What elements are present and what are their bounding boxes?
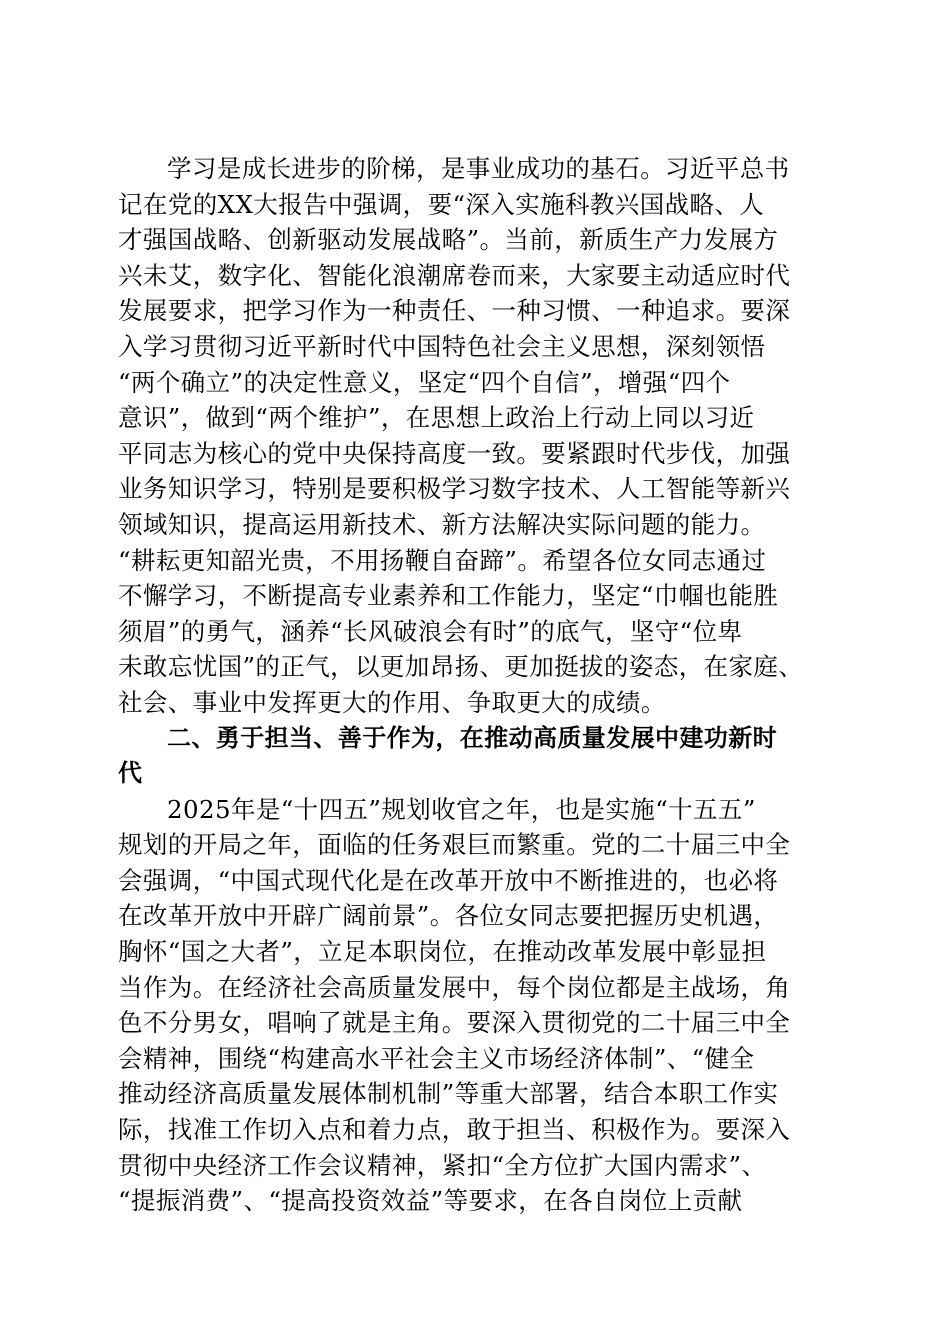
paragraph-line: 贯彻中央经济工作会议精神，紧扣“全方位扩大国内需求”、 xyxy=(118,1150,767,1180)
paragraph-line: 发展要求，把学习作为一种责任、一种习惯、一种追求。要深 xyxy=(118,296,791,326)
paragraph-line: 须眉”的勇气，涵养“长风破浪会有时”的底气，坚守“位卑 xyxy=(118,616,743,646)
paragraph-line: 社会、事业中发挥更大的作用、争取更大的成绩。 xyxy=(118,687,666,717)
paragraph-line: 兴未艾，数字化、智能化浪潮席卷而来，大家要主动适应时代 xyxy=(118,260,791,290)
paragraph-line: 胸怀“国之大者”，立足本职岗位，在推动改革发展中彰显担 xyxy=(118,937,767,967)
paragraph-line: 记在党的XX大报告中强调，要“深入实施科教兴国战略、人 xyxy=(118,189,765,219)
section-heading xyxy=(118,721,830,792)
paragraph-line: 业务知识学习，特别是要积极学习数字技术、人工智能等新兴 xyxy=(118,474,791,504)
paragraph-line: 在改革开放中开辟广阔前景”。各位女同志要把握历史机遇， xyxy=(118,901,779,931)
paragraph-line: 意识”，做到“两个维护”，在思想上政治上行动上同以习近 xyxy=(118,403,755,433)
paragraph-line: 入学习贯彻习近平新时代中国特色社会主义思想，深刻领悟 xyxy=(118,331,766,361)
document-body xyxy=(118,151,830,1219)
paragraph-line: 平同志为核心的党中央保持高度一致。要紧跟时代步伐，加强 xyxy=(118,438,791,468)
paragraph-line: 际，找准工作切入点和着力点，敢于担当、积极作为。要深入 xyxy=(118,1115,791,1145)
paragraph-line: 推动经济高质量发展体制机制”等重大部署，结合本职工作实 xyxy=(118,1079,779,1109)
paragraph-line: 不懈学习，不断提高专业素养和工作能力，坚定“巾帼也能胜 xyxy=(118,581,779,611)
paragraph-line: 学习是成长进步的阶梯，是事业成功的基石。习近平总书 xyxy=(167,154,790,183)
paragraph-line: 领域知识，提高运用新技术、新方法解决实际问题的能力。 xyxy=(118,509,766,539)
paragraph-line: “耕耘更知韶光贵，不用扬鞭自奋蹄”。希望各位女同志通过 xyxy=(118,545,767,575)
heading-line: 二、勇于担当、善于作为，在推动高质量发展中建功新时 xyxy=(167,723,777,752)
paragraph-line: 会精神，围绕“构建高水平社会主义市场经济体制”、“健全 xyxy=(118,1043,755,1073)
paragraph-line: 才强国战略、创新驱动发展战略”。当前，新质生产力发展方 xyxy=(118,225,779,255)
heading-line: 代 xyxy=(118,759,143,788)
paragraph-line: 当作为。在经济社会高质量发展中，每个岗位都是主战场，角 xyxy=(118,972,791,1002)
paragraph-line: 2025年是“十四五”规划收官之年，也是实施“十五五” xyxy=(167,794,756,824)
paragraph-line: “两个确立”的决定性意义，坚定“四个自信”，增强“四个 xyxy=(118,367,731,397)
paragraph-line: 规划的开局之年，面临的任务艰巨而繁重。党的二十届三中全 xyxy=(118,830,791,860)
paragraph-learning xyxy=(118,151,830,721)
paragraph-line: 未敢忘忧国”的正气，以更加昂扬、更加挺拔的姿态，在家庭、 xyxy=(118,652,804,682)
paragraph-line: “提振消费”、“提高投资效益”等要求，在各自岗位上贡献 xyxy=(118,1186,743,1216)
paragraph-responsibility xyxy=(118,792,830,1219)
paragraph-line: 会强调，“中国式现代化是在改革开放中不断推进的，也必将 xyxy=(118,865,779,895)
paragraph-line: 色不分男女，唱响了就是主角。要深入贯彻党的二十届三中全 xyxy=(118,1008,791,1038)
